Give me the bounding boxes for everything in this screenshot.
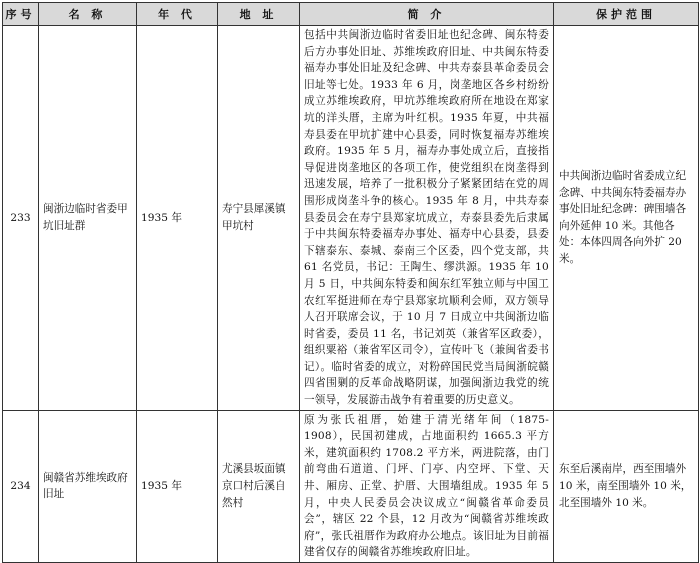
protection-scope: 中共闽浙边临时省委成立纪念碑、中共闽东特委福寿办事处旧址纪念碑：碑围墙各向外延伸 10 米。其他各处：本体四周各向外扩 20 米。 (554, 26, 699, 411)
header-scope: 保护范围 (554, 3, 699, 26)
header-name: 名 称 (39, 3, 137, 26)
table-row (3, 26, 699, 411)
row-number: 233 (3, 26, 39, 411)
site-era: 1935 年 (137, 410, 218, 562)
header-address: 地 址 (218, 3, 300, 26)
site-description: 原为张氏祖厝，始建于清光绪年间（1875-1908），民国初建成，占地面积约 1665.3 平方米，建筑面积约 1708.2 平方米，两进院落，由门前弯曲石道道、门坪、门亭、内空坪、下堂、天井、厢房、正堂、护厝、大围墙组成。1935 年 5 月，中央人民委员会决议成立“闽赣省革命委员会”，辖区 22 个县，12 月改为“闽赣省苏维埃政府”，张氏祖厝作为政府办公地点。该旧址为目前福建省仅存的闽赣省苏维埃政府旧址。 (300, 410, 554, 562)
site-era: 1935 年 (137, 26, 218, 411)
site-address: 寿宁县犀溪镇甲坑村 (218, 26, 300, 411)
site-name: 闽赣省苏维埃政府旧址 (39, 410, 137, 562)
heritage-sites-table (2, 2, 699, 563)
table-header-row (3, 3, 699, 26)
header-era: 年 代 (137, 3, 218, 26)
site-address: 尤溪县坂面镇京口村后溪自然村 (218, 410, 300, 562)
site-description: 包括中共闽浙边临时省委旧址也纪念碑、闽东特委后方办事处旧址、苏维埃政府旧址、中共闽东特委福寿办事处旧址及纪念碑、中共寿泰县革命委员会旧址等七处。1933 年 6 月，岗垄地区各乡村纷纷成立苏维埃政府，甲坑苏维埃政府所在地设在郑家坑的洋头厝，主席为叶红枳。1935 年夏，中共福寿县委在甲坑扩建中心县委，同时恢复福寿苏维埃政府。1935 年 5 月，福寿办事处成立后，直接指导促进岗垄地区的各项工作，使党组织在岗垄得到迅速发展，培养了一批积极分子紧紧团结在党的周围形成岗垄斗争的核心。1935 年 8 月，中共寿泰县委员会在寿宁县郑家坑成立，寿泰县委先后隶属于中共闽东特委福寿办事处、福寿中心县委，县委下辖泰东、泰城、泰南三个区委，四个党支部，共 61 名党员，书记：王陶生、缪洪源。1935 年 10 月 5 日，中共闽东特委和闽东红军独立师与中国工农红军挺进师在寿宁县郑家坑顺利会师，双方领导人召开联席会议，于 10 月 7 日成立中共闽浙边临时省委，委员 11 名，书记刘英（兼省军区政委），组织粟裕（兼省军区司令），宣传叶飞（兼闽省委书记）。临时省委的成立，对粉碎国民党当局闽浙皖赣四省围剿的反革命战略阴谋，加强闽浙边我党的统一领导，发展游击战争有着重要的历史意义。 (300, 26, 554, 411)
protection-scope: 东至后溪南岸，西至围墙外 10 米，南至围墙外 10 米，北至围墙外 10 米。 (554, 410, 699, 562)
row-number: 234 (3, 410, 39, 562)
site-name: 闽浙边临时省委甲坑旧址群 (39, 26, 137, 411)
header-no: 序号 (3, 3, 39, 26)
table-row (3, 410, 699, 562)
header-desc: 简 介 (300, 3, 554, 26)
